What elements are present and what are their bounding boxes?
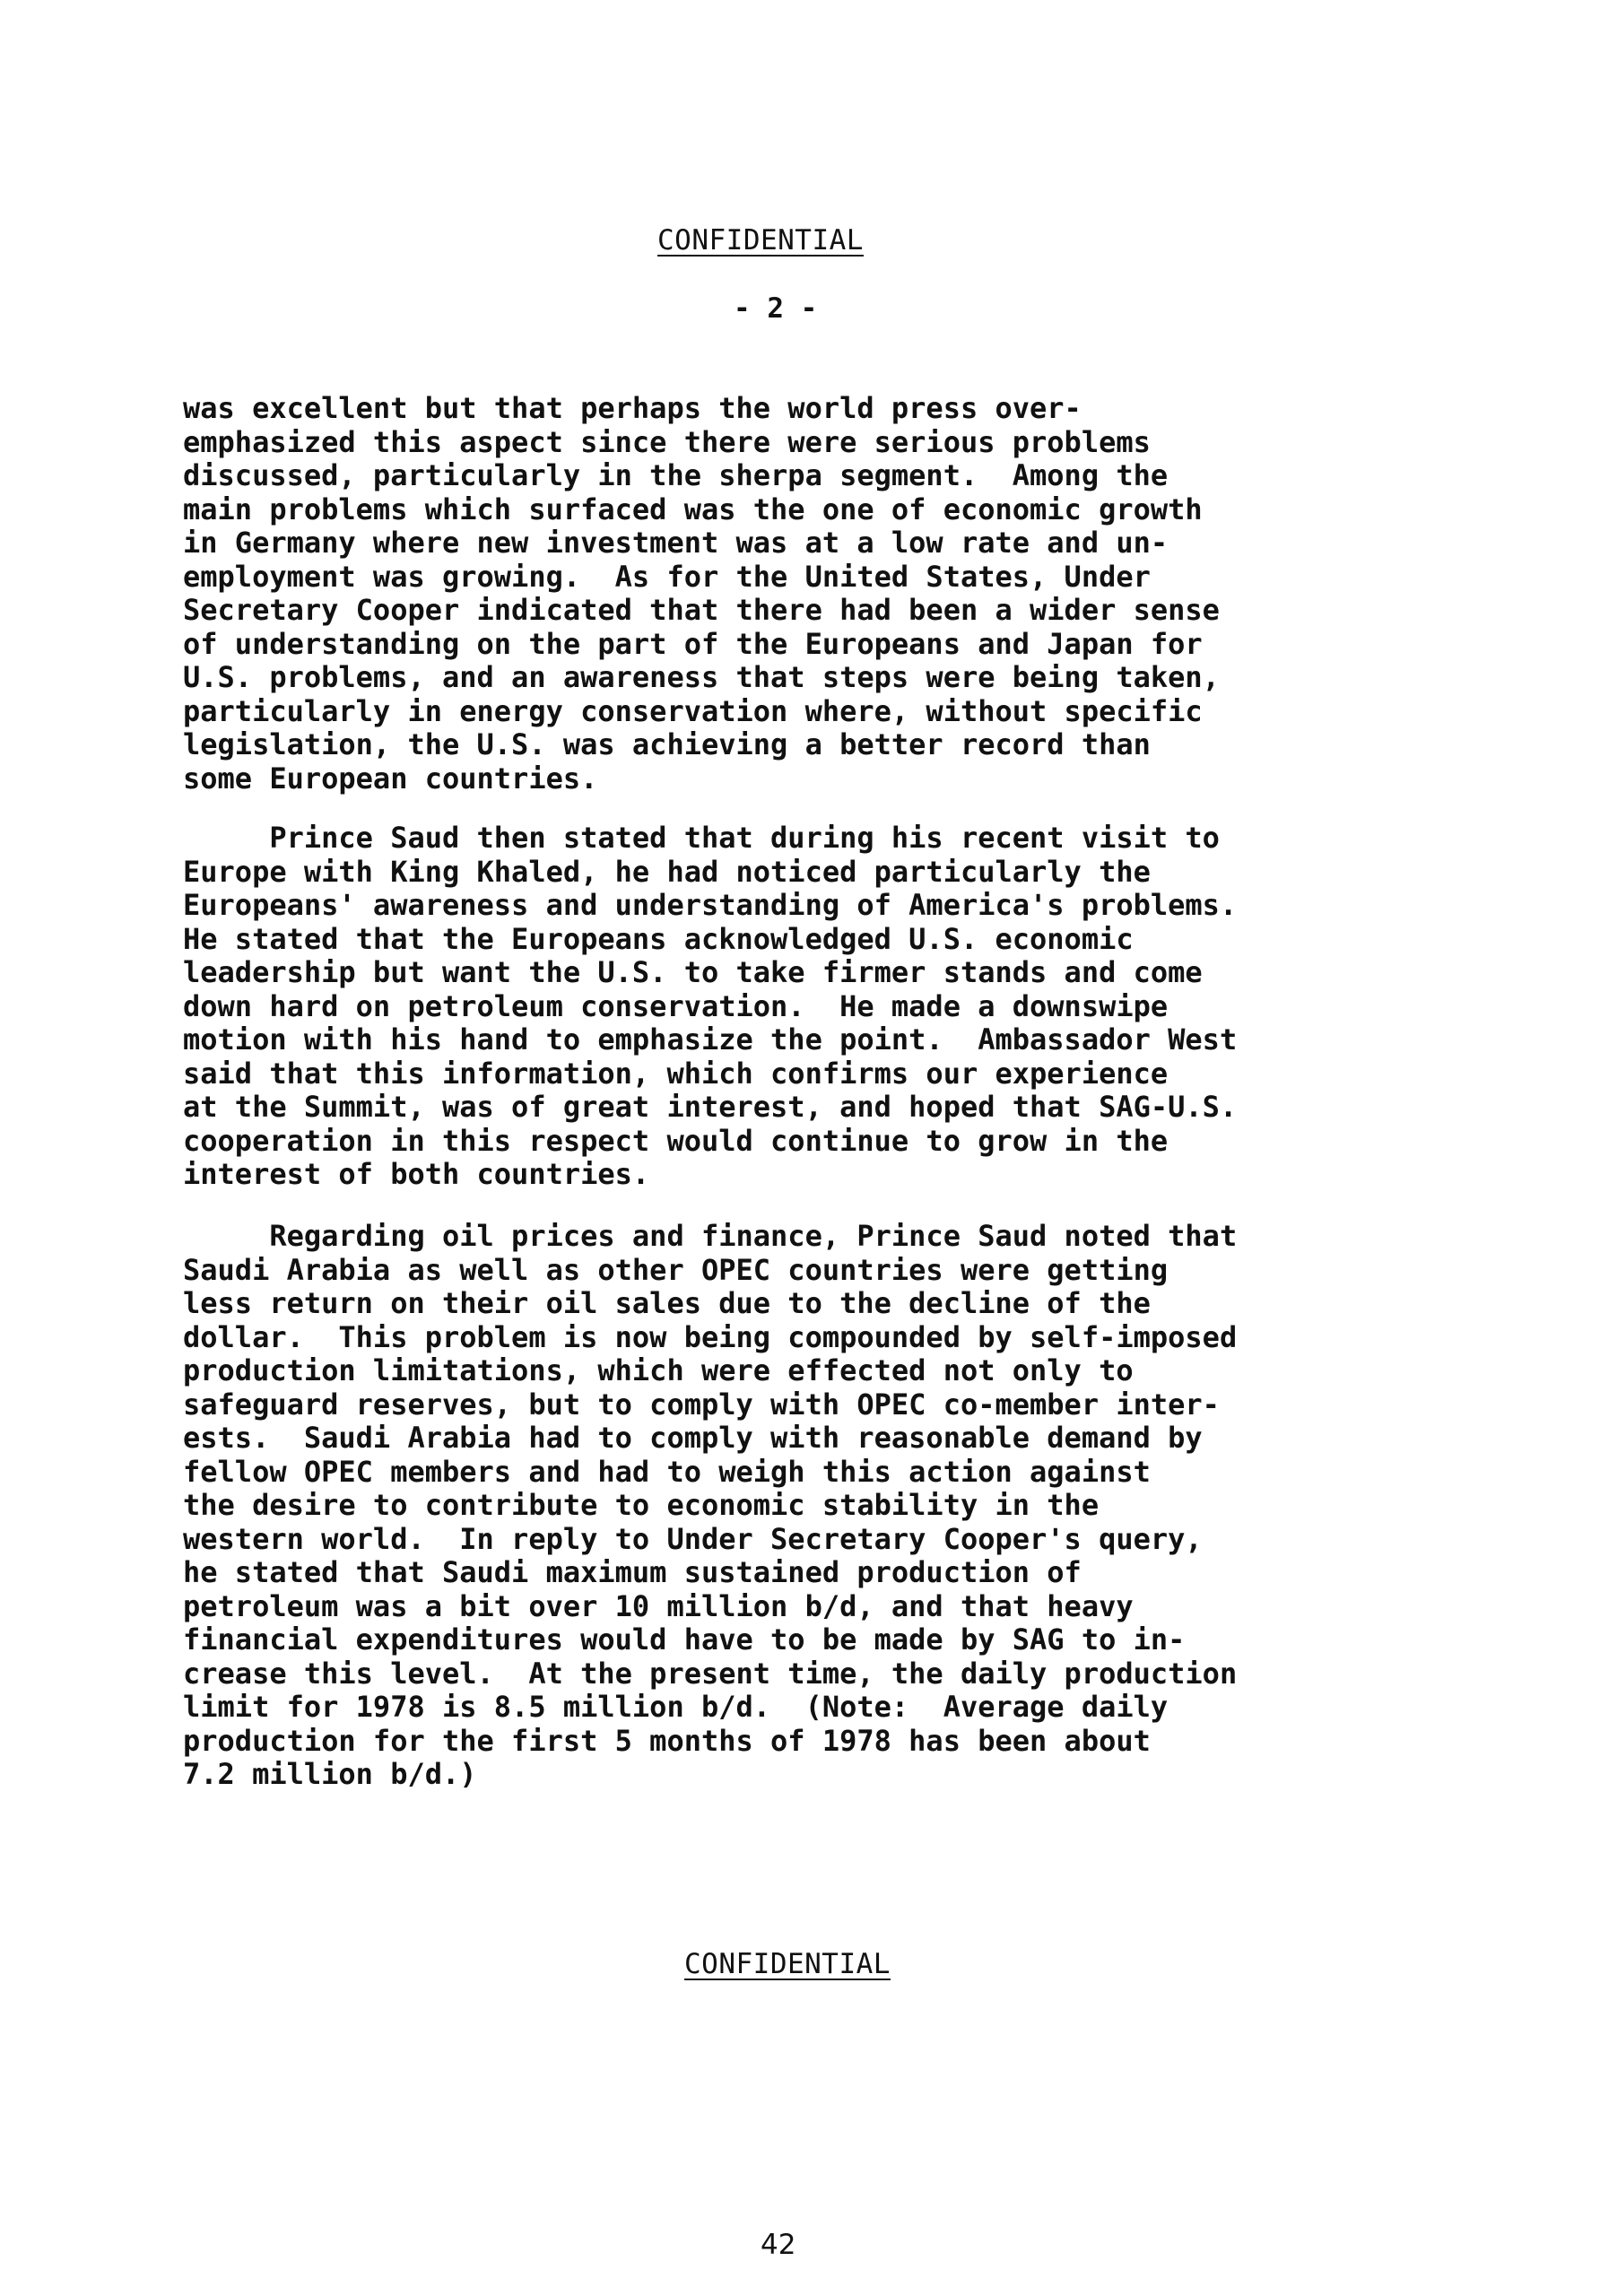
text-line: motion with his hand to emphasize the point. Ambassador West bbox=[183, 1022, 1238, 1057]
text-line: He stated that the Europeans acknowledged U.S. economic bbox=[183, 921, 1134, 956]
text-line: particularly in energy conservation where, without specific bbox=[183, 693, 1203, 728]
text-line: ests. Saudi Arabia had to comply with reasonable demand by bbox=[183, 1421, 1203, 1455]
text-line: safeguard reserves, but to comply with OPEC co-member inter- bbox=[183, 1387, 1220, 1422]
text-line: U.S. problems, and an awareness that steps were being taken, bbox=[183, 660, 1220, 694]
text-line: leadership but want the U.S. to take firmer stands and come bbox=[183, 955, 1203, 989]
text-line: 7.2 million b/d.) bbox=[183, 1757, 477, 1791]
text-line: petroleum was a bit over 10 million b/d, and that heavy bbox=[183, 1588, 1134, 1623]
document-page-number: 42 bbox=[761, 2229, 796, 2261]
text-line: production for the first 5 months of 1978 has been about bbox=[183, 1723, 1151, 1758]
text-line: western world. In reply to Under Secretary Cooper's query, bbox=[183, 1521, 1203, 1556]
text-line: fellow OPEC members and had to weigh this action against bbox=[183, 1454, 1151, 1489]
text-line: crease this level. At the present time, the daily production bbox=[183, 1656, 1238, 1691]
text-line: Europe with King Khaled, he had noticed particularly the bbox=[183, 854, 1151, 889]
top-classification-marking: CONFIDENTIAL bbox=[657, 224, 864, 257]
text-line: Prince Saud then stated that during his recent visit to bbox=[183, 821, 1220, 855]
text-line: down hard on petroleum conservation. He made a downswipe bbox=[183, 988, 1169, 1023]
text-line: interest of both countries. bbox=[183, 1157, 650, 1191]
paragraph-3 bbox=[183, 1220, 1456, 1792]
text-line: Regarding oil prices and finance, Prince Saud noted that bbox=[183, 1219, 1238, 1253]
text-line: main problems which surfaced was the one of economic growth bbox=[183, 491, 1203, 526]
text-line: emphasized this aspect since there were serious problems bbox=[183, 424, 1151, 459]
text-line: Secretary Cooper indicated that there had been a wider sense bbox=[183, 593, 1220, 627]
text-line: the desire to contribute to economic stability in the bbox=[183, 1488, 1100, 1522]
text-line: some European countries. bbox=[183, 761, 598, 796]
text-line: employment was growing. As for the United States, Under bbox=[183, 559, 1151, 594]
text-line: production limitations, which were effected not only to bbox=[183, 1353, 1134, 1387]
text-line: dollar. This problem is now being compounded by self-imposed bbox=[183, 1319, 1238, 1354]
text-line: legislation, the U.S. was achieving a better record than bbox=[183, 727, 1151, 761]
text-line: financial expenditures would have to be made by SAG to in- bbox=[183, 1622, 1186, 1657]
text-line: in Germany where new investment was at a low rate and un- bbox=[183, 526, 1169, 560]
text-line: at the Summit, was of great interest, and hoped that SAG-U.S. bbox=[183, 1090, 1238, 1124]
text-line: cooperation in this respect would continue to grow in the bbox=[183, 1123, 1169, 1158]
text-line: was excellent but that perhaps the world press over- bbox=[183, 391, 1082, 425]
text-line: limit for 1978 is 8.5 million b/d. (Note: Average daily bbox=[183, 1690, 1169, 1724]
text-line: Saudi Arabia as well as other OPEC countries were getting bbox=[183, 1252, 1169, 1287]
text-line: Europeans' awareness and understanding of America's problems. bbox=[183, 888, 1238, 922]
paragraph-2 bbox=[183, 822, 1456, 1192]
text-line: said that this information, which confirms our experience bbox=[183, 1056, 1169, 1091]
text-line: discussed, particularly in the sherpa segment. Among the bbox=[183, 458, 1169, 492]
page-number: - 2 - bbox=[734, 292, 818, 325]
paragraph-1 bbox=[183, 392, 1456, 796]
text-line: of understanding on the part of the Europeans and Japan for bbox=[183, 626, 1203, 661]
text-line: he stated that Saudi maximum sustained production of bbox=[183, 1555, 1082, 1589]
bottom-classification-marking: CONFIDENTIAL bbox=[684, 1948, 891, 1980]
text-line: less return on their oil sales due to the decline of the bbox=[183, 1286, 1151, 1320]
